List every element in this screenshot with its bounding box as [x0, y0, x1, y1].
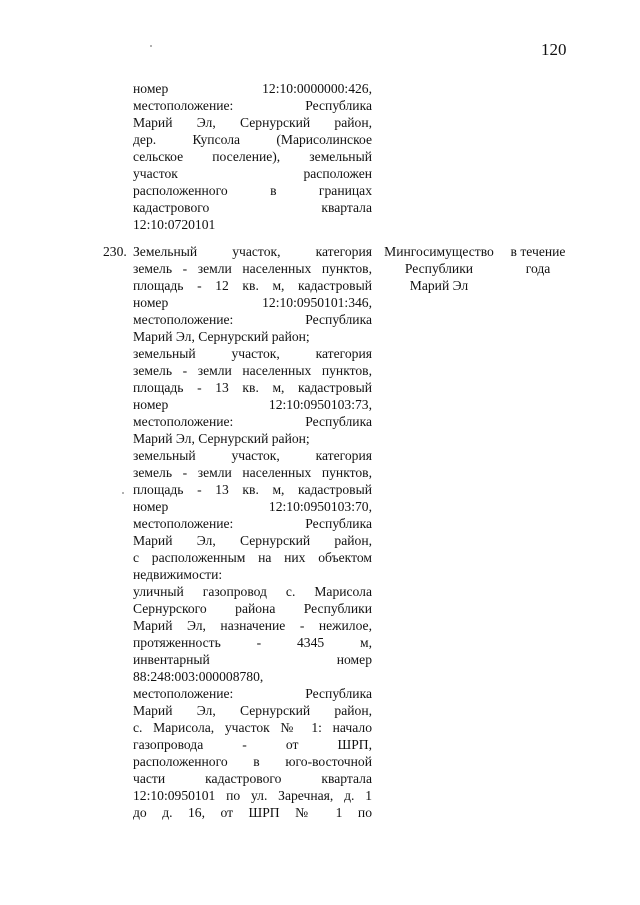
term-line: в течение [510, 244, 566, 259]
scan-speck [150, 45, 152, 47]
text-line: уличный газопровод с. Марисола [133, 584, 372, 599]
text-line: площадь - 12 кв. м, кадастровый [133, 278, 372, 293]
responsible-body-line: Мингосимущество [384, 244, 494, 259]
text-line: Марий Эл, Сернурский район; [133, 431, 310, 446]
page-number: 120 [541, 40, 567, 59]
text-line: протяженность - 4345 м, [133, 635, 372, 650]
text-line: местоположение: Республика [133, 98, 372, 113]
text-line: 88:248:003:000008780, [133, 669, 264, 684]
text-line: инвентарный номер [133, 652, 372, 667]
text-line: земель - земли населенных пунктов, [133, 465, 372, 480]
text-line: земель - земли населенных пунктов, [133, 363, 372, 378]
text-line: 12:10:0720101 [133, 217, 216, 232]
text-line: номер 12:10:0950103:70, [133, 499, 372, 514]
text-line: номер 12:10:0950103:73, [133, 397, 372, 412]
text-line: номер 12:10:0950101:346, [133, 295, 372, 310]
text-line: кадастрового квартала [133, 200, 372, 215]
scan-speck [122, 492, 124, 494]
text-line: номер 12:10:0000000:426, [133, 81, 372, 96]
text-line: недвижимости: [133, 567, 223, 582]
text-line: газопровода - от ШРП, [133, 737, 372, 752]
text-line: земельный участок, категория [133, 346, 372, 361]
execution-term [503, 243, 573, 277]
text-line: Марий Эл, Сернурский район, [133, 533, 372, 548]
text-line: Марий Эл, Сернурский район, [133, 703, 372, 718]
text-line: дер. Купсола (Марисолинское [133, 132, 372, 147]
text-line: Марий Эл, Сернурский район; [133, 329, 310, 344]
text-line: местоположение: Республика [133, 686, 372, 701]
row-number: 230. [103, 244, 127, 259]
text-line: земельный участок, категория [133, 448, 372, 463]
text-line: местоположение: Республика [133, 414, 372, 429]
text-line: сельское поселение), земельный [133, 149, 372, 164]
responsible-body-line: Республики [404, 261, 474, 276]
text-line: Сернурского района Республики [133, 601, 372, 616]
text-line: расположенного в границах [133, 183, 372, 198]
text-line: 12:10:0950101 по ул. Заречная, д. 1 [133, 788, 372, 803]
text-line: до д. 16, от ШРП № 1 по [133, 805, 372, 820]
text-line: части кадастрового квартала [133, 771, 372, 786]
text-line: с расположенным на них объектом [133, 550, 372, 565]
text-line: площадь - 13 кв. м, кадастровый [133, 380, 372, 395]
text-line: местоположение: Республика [133, 312, 372, 327]
term-line: года [525, 261, 551, 276]
text-line: Земельный участок, категория [133, 244, 372, 259]
text-line: участок расположен [133, 166, 372, 181]
responsible-body [374, 243, 504, 294]
text-line: земель - земли населенных пунктов, [133, 261, 372, 276]
text-line: расположенного в юго-восточной [133, 754, 372, 769]
text-line: с. Марисола, участок № 1: начало [133, 720, 372, 735]
text-line: местоположение: Республика [133, 516, 372, 531]
text-line: площадь - 13 кв. м, кадастровый [133, 482, 372, 497]
text-line: Марий Эл, назначение - нежилое, [133, 618, 372, 633]
text-line: Марий Эл, Сернурский район, [133, 115, 372, 130]
responsible-body-line: Марий Эл [409, 278, 469, 293]
